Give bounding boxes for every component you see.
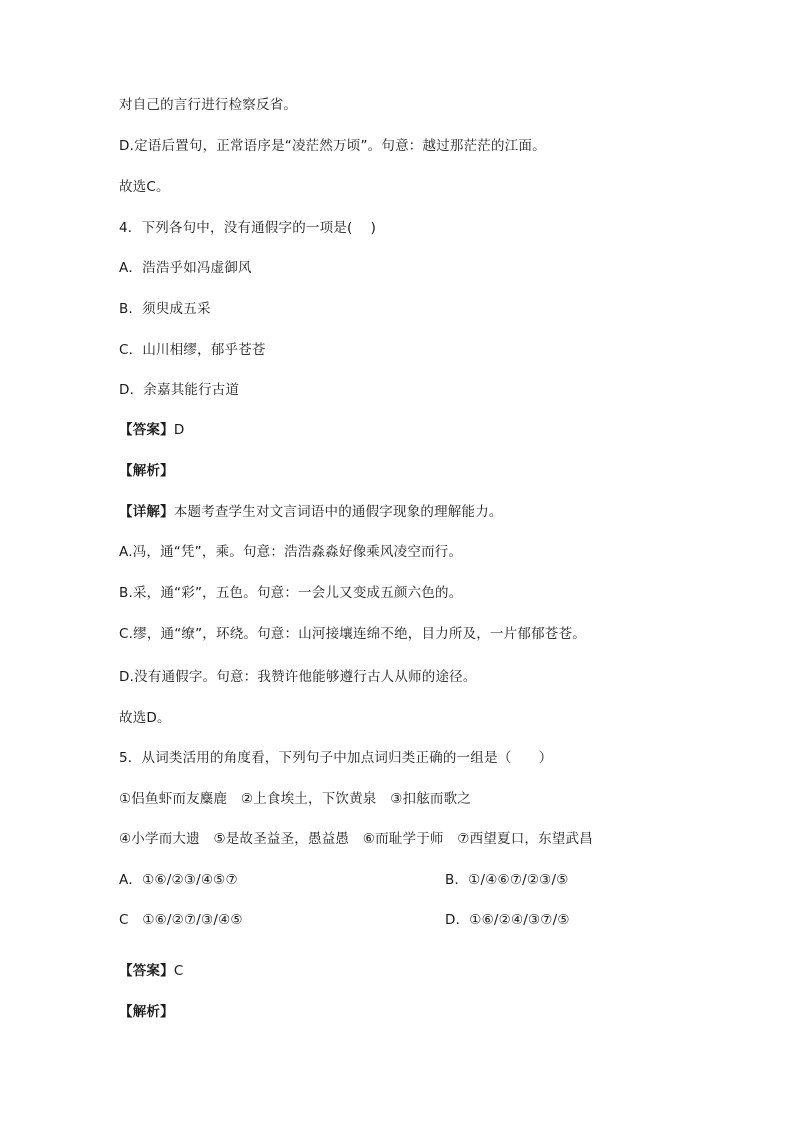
q4-explanation-d: D.没有通假字。句意：我赞许他能够遵行古人从师的途径。 <box>119 669 477 685</box>
text-line: 对自己的言行进行检察反省。 <box>119 97 298 113</box>
q4-option-b: B．须臾成五采 <box>119 301 211 317</box>
q4-answer <box>119 421 184 439</box>
q4-explanation-a: A.冯，通“凭”，乘。句意：浩浩淼淼好像乘风凌空而行。 <box>119 544 463 560</box>
answer-tag: 【答案】 <box>119 963 174 979</box>
q5-option-a: A．①⑥/②③/④⑤⑦ <box>119 872 238 888</box>
q4-option-a: A．浩浩乎如冯虚御风 <box>119 260 252 276</box>
q4-choose: 故选D。 <box>119 710 171 726</box>
detail-tag: 【详解】 <box>119 504 174 520</box>
question-5-stem: 5．从词类活用的角度看，下列句子中加点词归类正确的一组是（ ） <box>119 750 553 766</box>
text-line: 故选C。 <box>119 179 170 195</box>
q5-analysis-tag: 【解析】 <box>119 1004 174 1020</box>
text-line: D.定语后置句，正常语序是“凌茫然万顷”。句意：越过那茫茫的江面。 <box>119 138 546 154</box>
q5-items-row-1: ①侣鱼虾而友麋鹿 ②上食埃土，下饮黄泉 ③扣舷而歌之 <box>119 791 472 807</box>
answer-value: D <box>173 422 185 438</box>
q5-items-row-2: ④小学而大遗 ⑤是故圣益圣，愚益愚 ⑥而耻学于师 ⑦西望夏口，东望武昌 <box>119 831 593 847</box>
q4-detail <box>119 503 503 521</box>
q5-option-d: D．①⑥/②④/③⑦/⑤ <box>445 912 570 928</box>
answer-tag: 【答案】 <box>119 422 174 438</box>
detail-text: 本题考查学生对文言词语中的通假字现象的理解能力。 <box>173 504 503 520</box>
question-4-stem: 4．下列各句中，没有通假字的一项是( ) <box>119 220 377 236</box>
answer-value: C <box>173 963 184 979</box>
q4-option-c: C．山川相缪，郁乎苍苍 <box>119 342 266 358</box>
q5-answer <box>119 962 183 980</box>
q4-explanation-b: B.采，通“彩”，五色。句意：一会儿又变成五颜六色的。 <box>119 585 463 601</box>
q4-explanation-c: C.缪，通“缭”，环绕。句意：山河接壤连绵不绝，目力所及，一片郁郁苍苍。 <box>119 626 586 642</box>
q5-option-b: B．①/④⑥⑦/②③/⑤ <box>445 872 569 888</box>
q5-option-c: C ①⑥/②⑦/③/④⑤ <box>119 912 243 928</box>
q4-analysis-tag: 【解析】 <box>119 463 174 479</box>
q4-option-d: D．余嘉其能行古道 <box>119 382 240 398</box>
